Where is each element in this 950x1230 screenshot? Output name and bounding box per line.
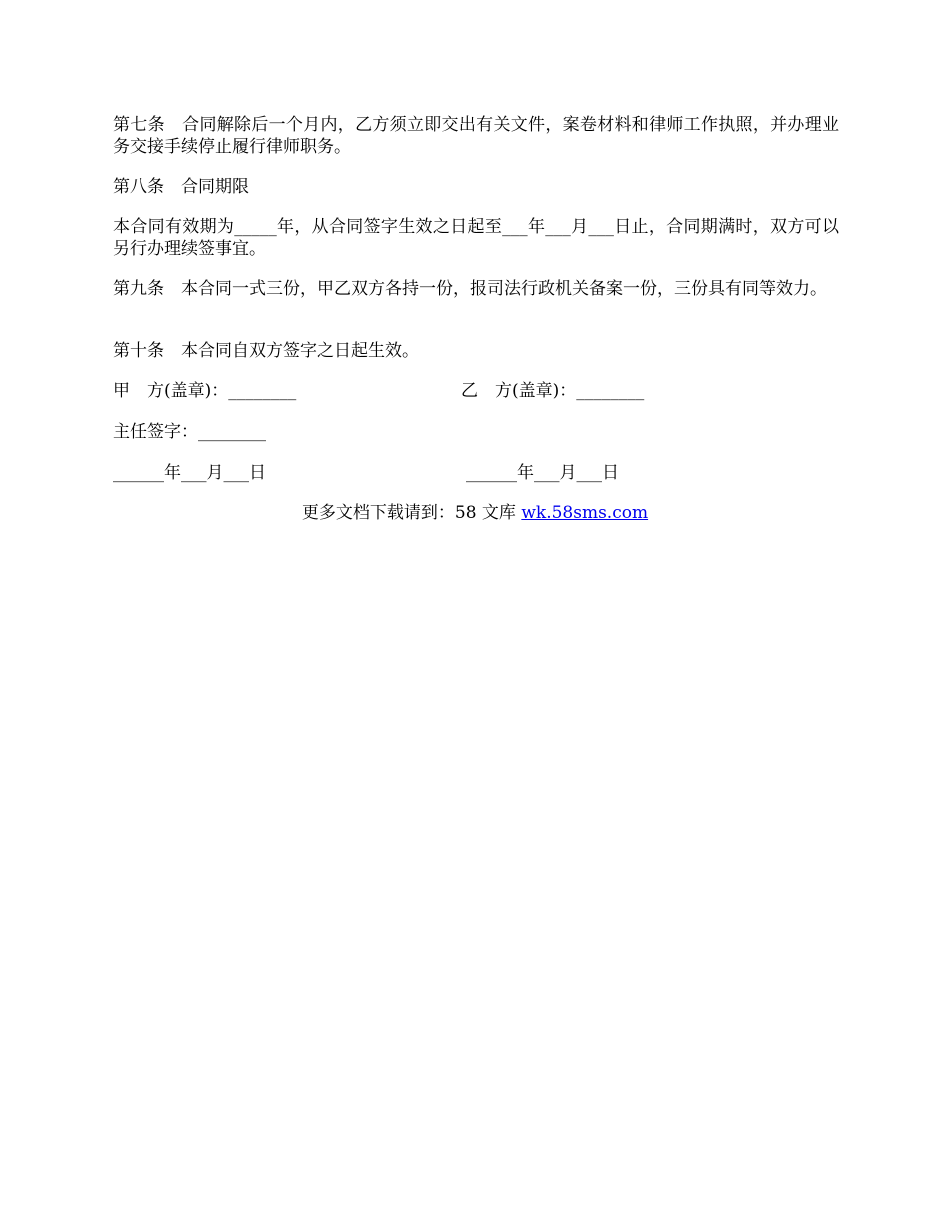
director-signature: 主任签字：________ <box>113 422 266 442</box>
footer-text: 更多文档下载请到：58 文库 <box>301 503 522 523</box>
article-9: 第九条 本合同一式三份，甲乙双方各持一份，报司法行政机关备案一份，三份具有同等效力。 <box>113 279 827 299</box>
party-b-date: ______年___月___日 <box>466 463 619 483</box>
party-a-date: ______年___月___日 <box>113 463 266 483</box>
party-b-signature: 乙 方(盖章)：________ <box>461 381 645 401</box>
article-8-body: 本合同有效期为_____年，从合同签字生效之日起至___年___月___日止，合同期满时，双方可以另行办理续签事宜。 <box>113 217 839 259</box>
article-10: 第十条 本合同自双方签字之日起生效。 <box>113 341 419 361</box>
article-8-title: 第八条 合同期限 <box>113 177 249 197</box>
party-a-signature: 甲 方(盖章)：________ <box>113 381 297 401</box>
download-footer <box>0 502 950 524</box>
footer-link[interactable]: wk.58sms.com <box>521 503 649 523</box>
article-7: 第七条 合同解除后一个月内，乙方须立即交出有关文件，案卷材料和律师工作执照，并办理业务交接手续停止履行律师职务。 <box>113 115 839 157</box>
